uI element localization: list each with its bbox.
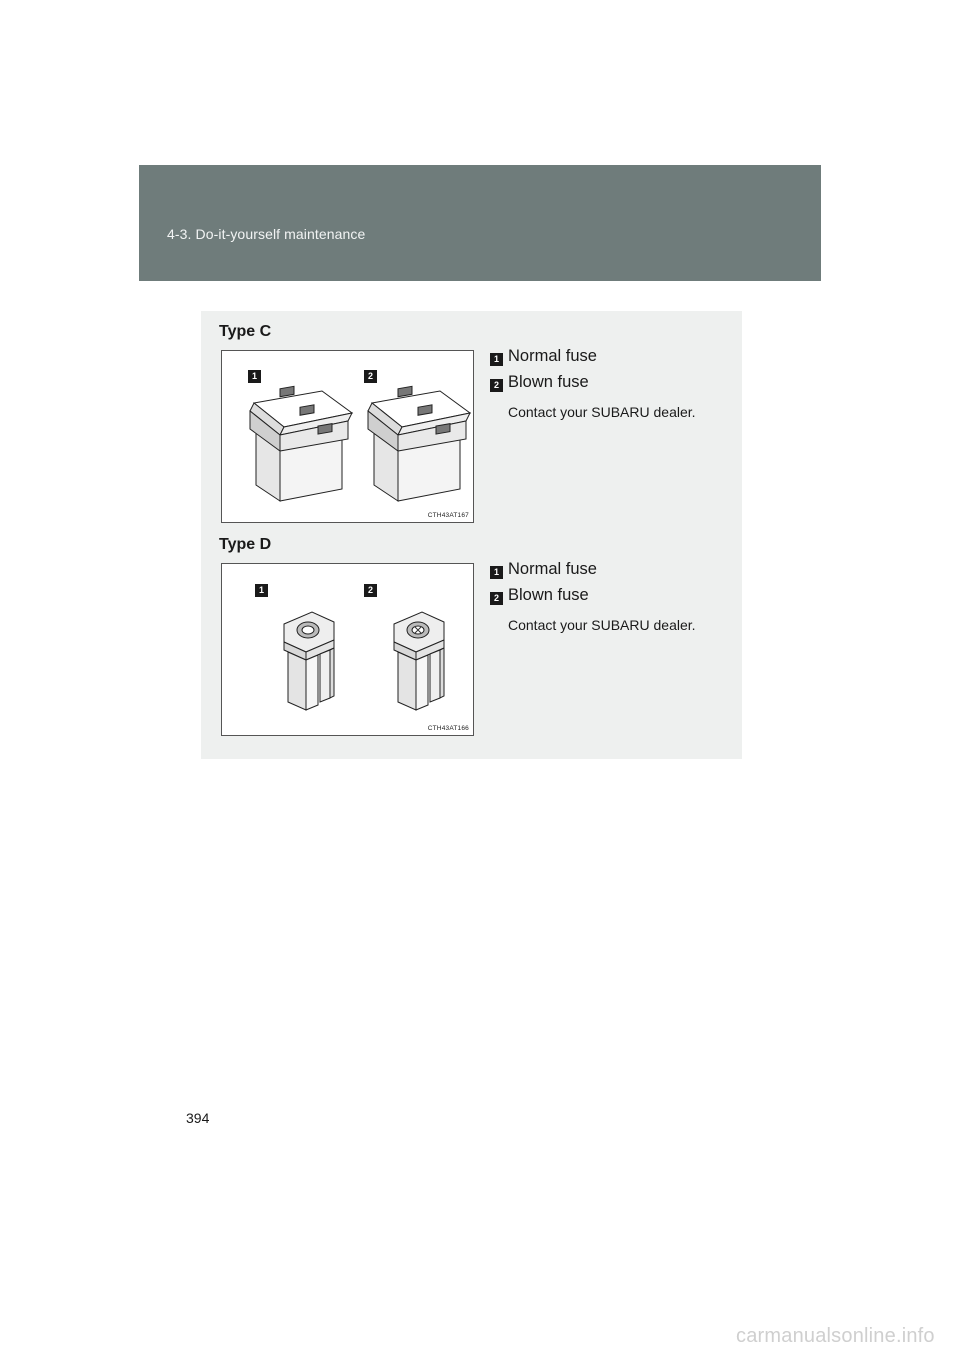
- item-label: Blown fuse: [508, 586, 589, 604]
- type-d-figure: [221, 563, 474, 736]
- page-number: 394: [186, 1110, 210, 1126]
- item-label: Blown fuse: [508, 373, 589, 391]
- item-label: Normal fuse: [508, 347, 597, 365]
- list-item: [490, 373, 730, 399]
- type-c-legend: [490, 347, 730, 420]
- content-panel: [201, 311, 742, 759]
- callout-2: 2: [364, 584, 377, 597]
- list-item: [490, 560, 730, 586]
- dealer-note: Contact your SUBARU dealer.: [508, 404, 696, 420]
- list-item: [490, 586, 730, 612]
- type-d-title: Type D: [219, 536, 272, 553]
- type-c-figure: [221, 350, 474, 523]
- item-label: Normal fuse: [508, 560, 597, 578]
- type-d-legend: [490, 560, 730, 633]
- item-number-badge: 1: [490, 353, 503, 366]
- dealer-note: Contact your SUBARU dealer.: [508, 617, 696, 633]
- figure-code: CTH43AT166: [427, 725, 469, 732]
- list-item: [490, 347, 730, 373]
- type-c-title: Type C: [219, 323, 272, 340]
- header-band: [139, 165, 821, 281]
- section-header-title: 4-3. Do-it-yourself maintenance: [167, 226, 366, 242]
- item-number-badge: 2: [490, 592, 503, 605]
- item-number-badge: 1: [490, 566, 503, 579]
- callout-1: 1: [248, 370, 261, 383]
- callout-2: 2: [364, 370, 377, 383]
- callout-1: 1: [255, 584, 268, 597]
- item-number-badge: 2: [490, 379, 503, 392]
- watermark: carmanualsonline.info: [736, 1325, 935, 1347]
- figure-code: CTH43AT167: [427, 512, 469, 519]
